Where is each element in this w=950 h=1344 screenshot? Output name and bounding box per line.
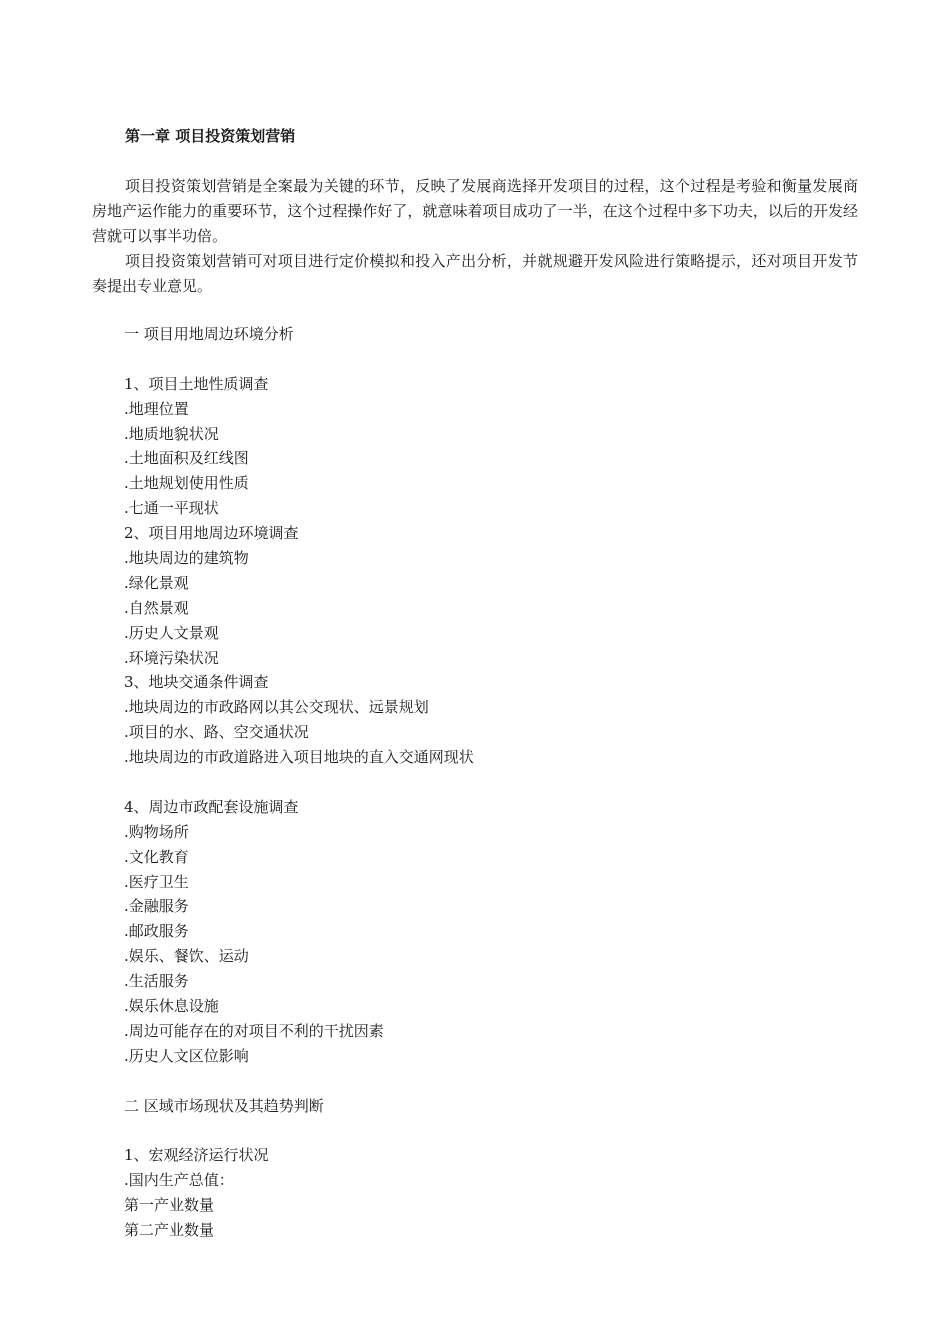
outline-line: .地质地貌状况	[124, 424, 219, 443]
outline-line: 第一产业数量	[124, 1196, 215, 1215]
outline-line: .项目的水、路、空交通状况	[124, 723, 309, 742]
outline-line: .国内生产总值：	[124, 1171, 234, 1190]
outline-line: .购物场所	[124, 822, 189, 841]
outline-line: .土地规划使用性质	[124, 474, 249, 493]
outline-line: 1、项目土地性质调查	[124, 374, 269, 393]
outline-line: .医疗卫生	[124, 872, 189, 891]
outline-list	[124, 322, 844, 1243]
outline-line: .地块周边的建筑物	[124, 549, 249, 568]
outline-line: 1、宏观经济运行状况	[124, 1146, 269, 1165]
outline-line: .七通一平现状	[124, 499, 219, 518]
blank-line	[124, 770, 844, 795]
blank-line	[124, 1119, 844, 1144]
outline-line: .地块周边的市政道路进入项目地块的直入交通网现状	[124, 748, 474, 767]
intro-paragraph-1: 项目投资策划营销是全案最为关键的环节，反映了发展商选择开发项目的过程，这个过程是考验和衡量发展商房地产运作能力的重要环节，这个过程操作好了，就意味着项目成功了一半，在这个过程中多下功夫，以后的开发经营就可以事半功倍。	[92, 177, 858, 245]
outline-line: .生活服务	[124, 972, 189, 991]
outline-line: .金融服务	[124, 897, 189, 916]
outline-line: .土地面积及红线图	[124, 449, 249, 468]
outline-line: 3、地块交通条件调查	[124, 673, 269, 692]
chapter-title: 第一章 项目投资策划营销	[125, 127, 296, 145]
outline-line: 一 项目用地周边环境分析	[124, 325, 294, 343]
outline-line: .娱乐、餐饮、运动	[124, 947, 249, 966]
outline-line: .自然景观	[124, 598, 189, 617]
outline-line: .邮政服务	[124, 922, 189, 941]
outline-line: .绿化景观	[124, 573, 189, 592]
outline-line: 4、周边市政配套设施调查	[124, 797, 299, 816]
outline-line: .地理位置	[124, 399, 189, 418]
outline-line: .环境污染状况	[124, 648, 219, 667]
outline-line: .历史人文景观	[124, 623, 219, 642]
outline-line: .历史人文区位影响	[124, 1046, 249, 1065]
outline-line: 2、项目用地周边环境调查	[124, 524, 299, 543]
outline-line: .地块周边的市政路网以其公交现状、远景规划	[124, 698, 429, 717]
outline-line: .周边可能存在的对项目不利的干扰因素	[124, 1021, 384, 1040]
blank-line	[124, 347, 844, 372]
outline-line: 第二产业数量	[124, 1221, 215, 1240]
outline-line: .文化教育	[124, 847, 189, 866]
outline-line: 二 区域市场现状及其趋势判断	[124, 1096, 324, 1115]
intro-paragraph-2: 项目投资策划营销可对项目进行定价模拟和投入产出分析，并就规避开发风险进行策略提示，还对项目开发节奏提出专业意见。	[92, 252, 858, 295]
blank-line	[124, 1069, 844, 1094]
outline-line: .娱乐休息设施	[124, 997, 219, 1016]
